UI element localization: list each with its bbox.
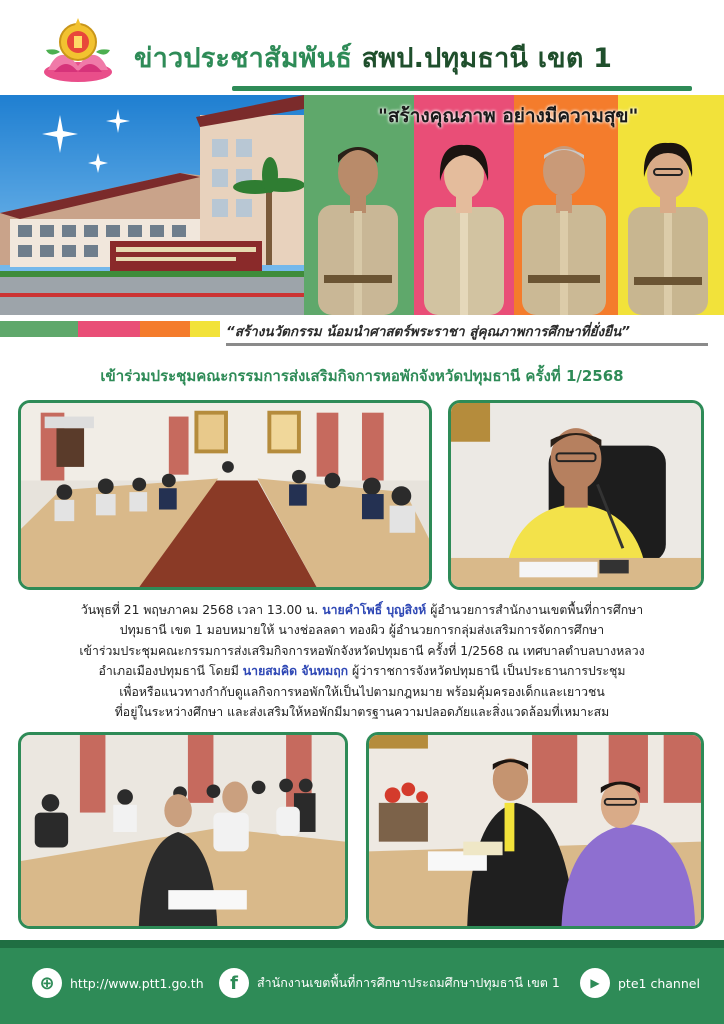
banner-slogan: "สร้างคุณภาพ อย่างมีความสุข" xyxy=(378,105,639,127)
header-divider xyxy=(232,86,692,91)
news-headline: เข้าร่วมประชุมคณะกรรมการส่งเสริมกิจการหอพักจังหวัดปทุมธานี ครั้งที่ 1/2568 xyxy=(100,367,624,385)
body-text-segment: อำเภอเมืองปทุมธานี โดยมี xyxy=(98,664,243,679)
website-link[interactable]: http://www.ptt1.go.th xyxy=(70,975,204,991)
body-line: ปทุมธานี เขต 1 มอบหมายให้ นางช่อลลดา ทองผิว ผู้อำนวยการกลุ่มส่งเสริมการจัดการศึกษา xyxy=(119,623,605,638)
footer-website[interactable] xyxy=(32,968,204,998)
globe-icon: ⊕ xyxy=(32,968,62,998)
body-line: เข้าร่วมประชุมคณะกรรมการส่งเสริมกิจการหอพักจังหวัดปทุมธานี ครั้งที่ 1/2568 ณ เทศบาลตำบลบางหลวง xyxy=(79,643,645,658)
leader-portrait xyxy=(416,115,512,315)
news-body xyxy=(20,600,704,722)
body-line: เพื่อหรือแนวทางกำกับดูแลกิจการหอพักให้เป็นไปตามกฎหมาย พร้อมคุ้มครองเด็กและเยาวชน xyxy=(119,684,605,699)
color-strip-green xyxy=(0,321,78,337)
youtube-channel-link[interactable]: pte1 channel xyxy=(618,975,700,991)
governor-name: นายสมคิด จันทมฤก xyxy=(242,664,349,679)
body-line xyxy=(20,600,704,620)
facebook-icon: f xyxy=(219,968,249,998)
meeting-room-photo xyxy=(18,400,432,590)
leader-portrait xyxy=(620,115,716,315)
footer-top-border xyxy=(0,940,724,948)
meeting-attendees-photo xyxy=(18,732,348,929)
footer-facebook[interactable] xyxy=(219,968,560,998)
banner xyxy=(0,95,724,315)
footer-youtube[interactable] xyxy=(580,968,700,998)
title-primary: ข่าวประชาสัมพันธ์ xyxy=(134,43,362,74)
body-text-segment: ผู้ว่าราชการจังหวัดปทุมธานี เป็นประธานการประชุม xyxy=(348,664,626,679)
youtube-icon: ▶ xyxy=(580,968,610,998)
color-strip-pink xyxy=(78,321,140,337)
leader-portrait xyxy=(310,115,406,315)
color-strip-yellow xyxy=(190,321,220,337)
motto-divider xyxy=(226,343,708,346)
page-header xyxy=(0,0,724,95)
facebook-page-link[interactable]: สำนักงานเขตพื้นที่การศึกษาประถมศึกษาปทุมธานี เขต 1 xyxy=(257,975,560,990)
body-text-segment: วันพุธที่ 21 พฤษภาคม 2568 เวลา 13.00 น. xyxy=(80,603,323,617)
obec-emblem-logo xyxy=(40,12,116,88)
body-line: ที่อยู่ในระหว่างศึกษา และส่งเสริมให้หอพักมีมาตรฐานความปลอดภัยและสิ่งแวดล้อมที่เหมาะสม xyxy=(114,705,610,720)
director-name: นายคำโพธิ์ บุญสิงห์ xyxy=(322,603,427,617)
leader-portrait xyxy=(516,115,612,315)
office-building-photo xyxy=(0,95,304,315)
body-line xyxy=(20,661,704,681)
organization-motto: “สร้างนวัตกรรม น้อมนำศาสตร์พระราชา สู่คุณภาพการศึกษาที่ยั่งยืน” xyxy=(226,324,630,340)
title-org: สพป.ปทุมธานี เขต 1 xyxy=(361,43,613,74)
page-title xyxy=(134,36,612,79)
chairman-speaking-photo xyxy=(448,400,704,590)
body-text-segment: ผู้อำนวยการสำนักงานเขตพื้นที่การศึกษา xyxy=(426,603,644,617)
color-strip-orange xyxy=(140,321,190,337)
delegates-discussion-photo xyxy=(366,732,704,929)
